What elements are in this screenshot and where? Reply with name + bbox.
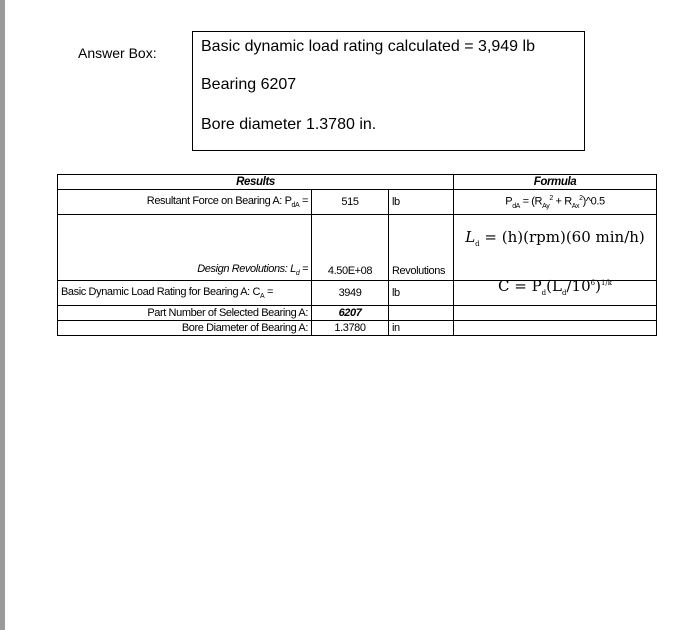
table-row bbox=[58, 190, 657, 215]
answer-box-label: Answer Box: bbox=[78, 45, 157, 61]
row-unit-part-number bbox=[389, 306, 454, 321]
row-unit-bore-diameter: in bbox=[389, 321, 454, 336]
formula-resultant-force: $P_{dA} = (R_{Ay}^2$ + $R_{Ax}^2)\^{}0.5$ bbox=[454, 190, 657, 215]
table-header-row bbox=[58, 175, 657, 190]
row-label-part-number: Part Number of Selected Bearing A: bbox=[58, 306, 312, 321]
row-value-design-revolutions: 4.50E+08 bbox=[312, 215, 389, 281]
formula-empty-cell bbox=[454, 306, 657, 321]
table-row bbox=[58, 306, 657, 321]
answer-line-bearing: Bearing 6207 bbox=[201, 76, 297, 93]
row-unit-design-revolutions: Revolutions bbox=[389, 215, 454, 281]
formula-dynamic-load-rating: $C = P_d(L_d/10^6)^{1/k}$ bbox=[454, 281, 657, 306]
row-label-resultant-force: Resultant Force on Bearing A: $P_{dA}$ = bbox=[58, 190, 312, 215]
row-label-dynamic-load-rating: Basic Dynamic Load Rating for Bearing A: $C_A$ = bbox=[58, 281, 312, 306]
row-label-bore-diameter: Bore Diameter of Bearing A: bbox=[58, 321, 312, 336]
results-header: Results bbox=[58, 175, 454, 190]
row-label-design-revolutions: Design Revolutions: $L_d$ = bbox=[58, 215, 312, 281]
row-value-dynamic-load-rating: 3949 bbox=[312, 281, 389, 306]
row-value-part-number: 6207 bbox=[312, 306, 389, 321]
table-row bbox=[58, 321, 657, 336]
table-row bbox=[58, 215, 657, 281]
formula-header: Formula bbox=[454, 175, 657, 190]
answer-line-bore-diameter: Bore diameter 1.3780 in. bbox=[201, 116, 377, 133]
results-table bbox=[57, 174, 657, 336]
formula-design-revolutions: $L_d = (h)(rpm)(60$ min/h) bbox=[454, 215, 657, 281]
answer-line-load-rating: Basic dynamic load rating calculated = 3,949 lb bbox=[201, 38, 535, 55]
table-row bbox=[58, 281, 657, 306]
row-value-bore-diameter: 1.3780 bbox=[312, 321, 389, 336]
row-value-resultant-force: 515 bbox=[312, 190, 389, 215]
formula-empty-cell bbox=[454, 321, 657, 336]
answer-box bbox=[192, 31, 585, 151]
left-edge-bar bbox=[0, 0, 5, 630]
row-unit-dynamic-load-rating: lb bbox=[389, 281, 454, 306]
row-unit-resultant-force: lb bbox=[389, 190, 454, 215]
